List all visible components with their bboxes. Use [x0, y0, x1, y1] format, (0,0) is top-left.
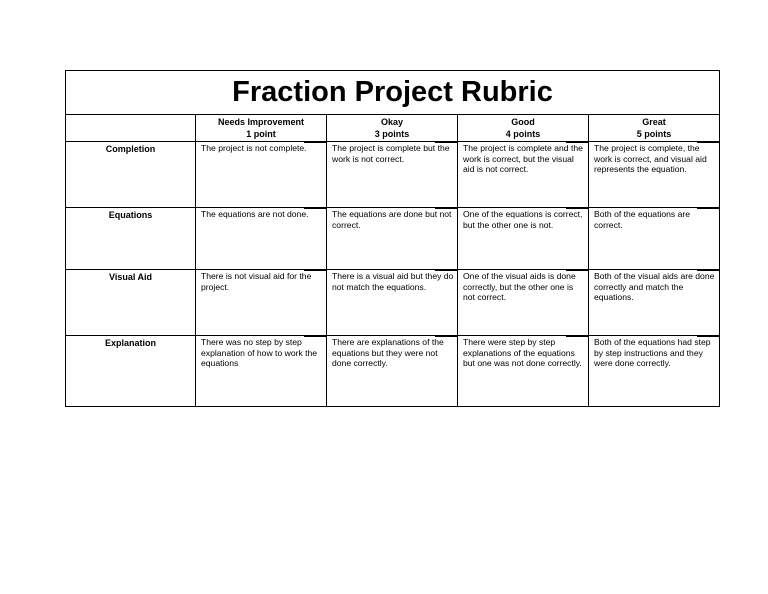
cell-text: The equations are done but not correct. — [332, 209, 452, 230]
table-row — [66, 208, 720, 270]
table-cell — [458, 270, 589, 336]
cell-text: The project is not complete. — [201, 143, 307, 153]
table-cell — [196, 336, 327, 407]
column-header — [589, 115, 720, 142]
cell-text: Both of the equations are correct. — [594, 209, 691, 230]
table-row — [66, 336, 720, 407]
column-header-points: 4 points — [505, 129, 541, 139]
table-cell — [327, 208, 458, 270]
column-header-points: 1 point — [246, 129, 276, 139]
table-cell — [589, 142, 720, 208]
table-cell — [196, 142, 327, 208]
column-header — [458, 115, 589, 142]
table-cell — [589, 336, 720, 407]
table-cell — [589, 270, 720, 336]
page-title: Fraction Project Rubric — [66, 71, 720, 115]
cell-text: The project is complete but the work is not correct. — [332, 143, 450, 164]
column-header-points: 5 points — [636, 129, 672, 139]
cell-text: One of the equations is correct, but the other one is not. — [463, 209, 583, 230]
table-row — [66, 142, 720, 208]
table-cell — [458, 142, 589, 208]
cell-text: Both of the visual aids are done correctly and match the equations. — [594, 271, 715, 303]
column-header — [327, 115, 458, 142]
cell-text: The equations are not done. — [201, 209, 309, 219]
column-header-label: Okay — [380, 117, 404, 127]
cell-text: There is not visual aid for the project. — [201, 271, 312, 292]
column-header — [196, 115, 327, 142]
table-cell — [327, 270, 458, 336]
row-label: Completion — [66, 142, 196, 208]
table-cell — [458, 208, 589, 270]
cell-text: The project is complete, the work is correct, and visual aid represents the equation. — [594, 143, 707, 175]
column-header-label: Great — [642, 117, 666, 127]
table-cell — [196, 270, 327, 336]
cell-text: There is a visual aid but they do not match the equations. — [332, 271, 454, 292]
cell-text: There was no step by step explanation of how to work the equations — [201, 337, 318, 369]
header-corner — [66, 115, 196, 142]
table-cell — [458, 336, 589, 407]
row-label: Explanation — [66, 336, 196, 407]
cell-text: Both of the equations had step by step instructions and they were done correctly. — [594, 337, 711, 369]
cell-text: There were step by step explanations of the equations but one was not done correctly. — [463, 337, 582, 369]
column-header-points: 3 points — [374, 129, 410, 139]
rubric-table — [65, 70, 720, 407]
table-cell — [196, 208, 327, 270]
column-header-label: Good — [511, 117, 535, 127]
table-row — [66, 270, 720, 336]
table-cell — [327, 336, 458, 407]
cell-text: There are explanations of the equations but they were not done correctly. — [332, 337, 444, 369]
row-label: Visual Aid — [66, 270, 196, 336]
header-row — [66, 115, 720, 142]
row-label: Equations — [66, 208, 196, 270]
table-cell — [327, 142, 458, 208]
column-header-label: Needs Improvement — [217, 117, 305, 127]
cell-text: The project is complete and the work is correct, but the visual aid is not correct. — [463, 143, 583, 175]
cell-text: One of the visual aids is done correctly, but the other one is not correct. — [463, 271, 576, 303]
table-cell — [589, 208, 720, 270]
